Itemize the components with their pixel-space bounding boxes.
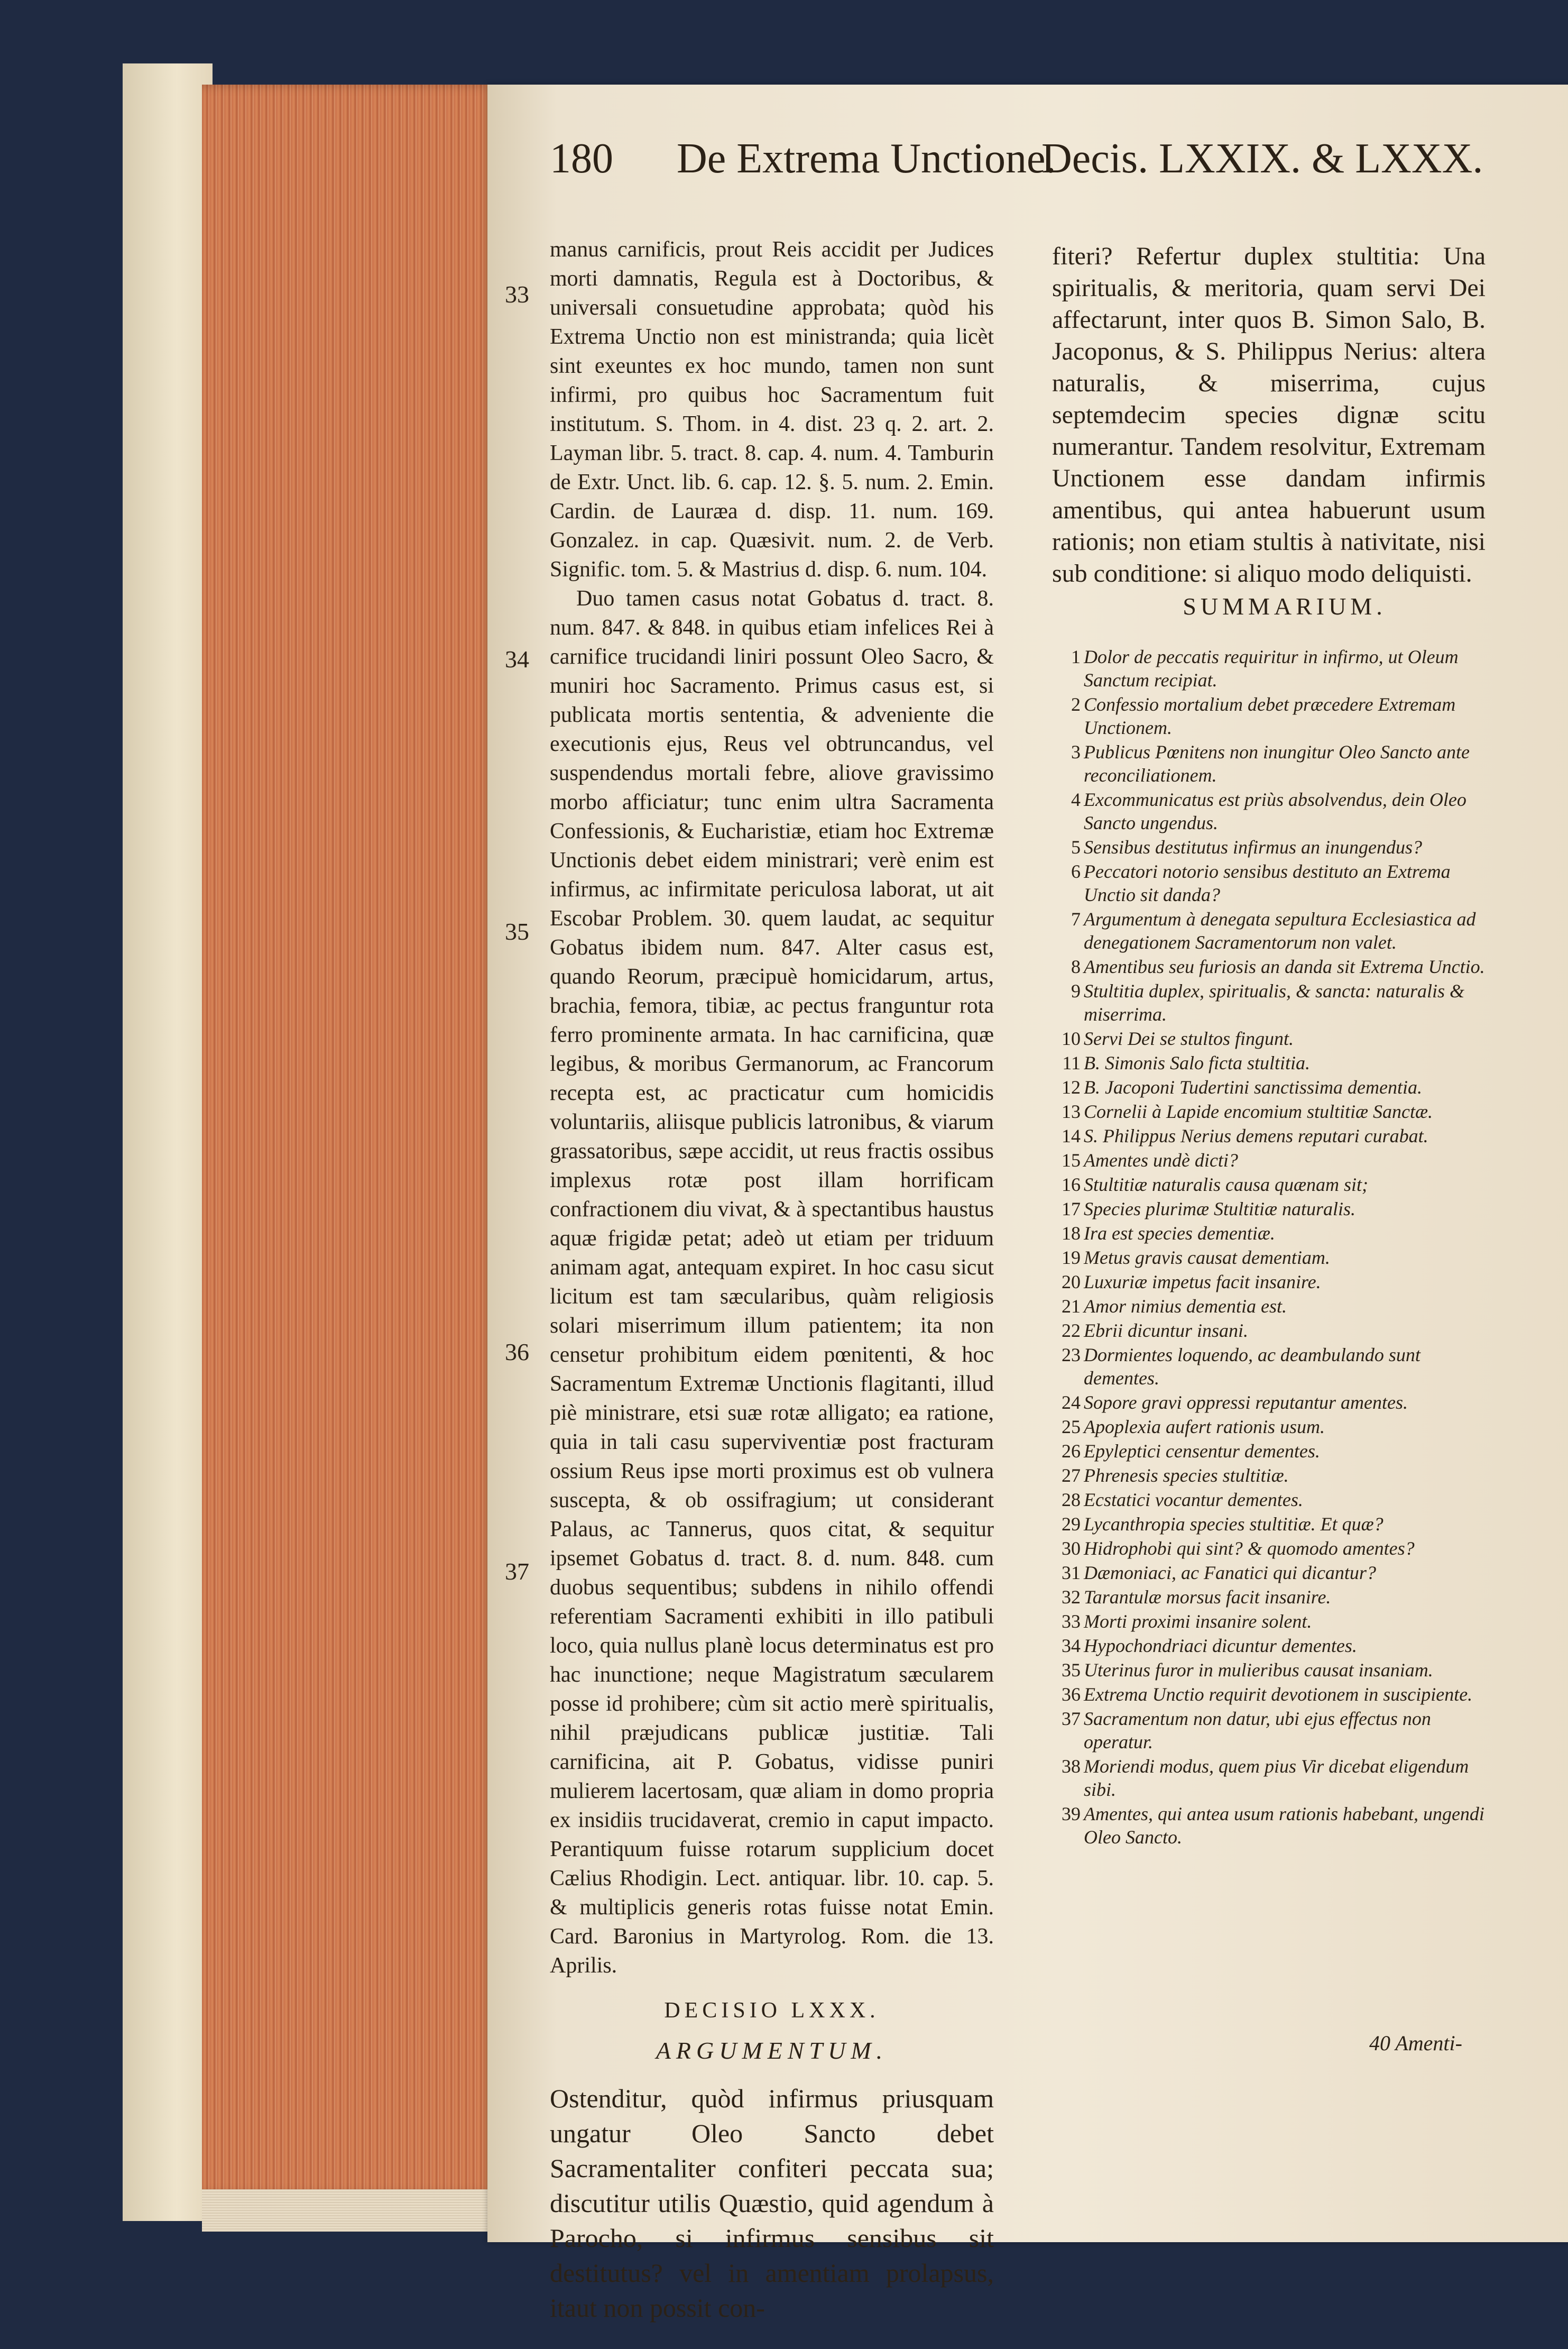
summary-item <box>1057 1802 1491 1849</box>
summary-item-number: 16 <box>1062 1174 1081 1195</box>
argumentum-heading: ARGUMENTUM. <box>656 2037 888 2064</box>
catchword: 40 Amenti- <box>1369 2031 1462 2055</box>
page-title: De Extrema Unctione. <box>677 135 1056 182</box>
summary-item-text: B. Jacoponi Tudertini sanctissima dementia. <box>1084 1077 1422 1098</box>
summary-item-number: 23 <box>1062 1344 1081 1365</box>
summary-item-text: Amentes undè dicti? <box>1084 1150 1238 1171</box>
summary-item <box>1057 1124 1491 1148</box>
summary-item-number: 12 <box>1062 1077 1081 1098</box>
summary-item-text: Stultitia duplex, spiritualis, & sancta: naturalis & miserrima. <box>1084 980 1465 1025</box>
summary-item <box>1057 836 1491 859</box>
summary-item <box>1057 788 1491 834</box>
summary-item-text: Metus gravis causat dementiam. <box>1084 1247 1330 1268</box>
summary-item-number: 1 <box>1071 646 1081 667</box>
summary-item <box>1057 1464 1491 1487</box>
summary-item-number: 29 <box>1062 1513 1081 1535</box>
summary-item-number: 39 <box>1062 1803 1081 1824</box>
summary-item-text: B. Simonis Salo ficta stultitia. <box>1084 1052 1311 1073</box>
summary-item-text: Ebrii dicuntur insani. <box>1084 1320 1249 1341</box>
running-head <box>550 135 1483 198</box>
summary-item-number: 37 <box>1062 1708 1081 1729</box>
summary-item-number: 4 <box>1071 789 1081 810</box>
summary-item-number: 38 <box>1062 1756 1081 1777</box>
summary-item-number: 34 <box>1062 1635 1081 1656</box>
summary-item <box>1057 860 1491 906</box>
summarium-heading: SUMMARIUM. <box>1183 593 1387 620</box>
summary-item-number: 35 <box>1062 1659 1081 1681</box>
summary-item-number: 27 <box>1062 1465 1081 1486</box>
summary-item <box>1057 1246 1491 1269</box>
summary-item-number: 7 <box>1071 909 1081 930</box>
left-column <box>550 235 994 2325</box>
summary-item-number: 6 <box>1071 861 1081 882</box>
summary-item-number: 10 <box>1062 1028 1081 1049</box>
summary-item-number: 22 <box>1062 1320 1081 1341</box>
summary-item-number: 33 <box>1062 1611 1081 1632</box>
summary-item-text: Argumentum à denegata sepultura Ecclesiastica ad denegationem Sacramentorum non valet. <box>1084 909 1476 953</box>
summary-item-text: Sopore gravi oppressi reputantur amentes. <box>1084 1392 1408 1413</box>
summary-item-text: Amor nimius dementia est. <box>1084 1296 1287 1317</box>
summarium-list <box>1057 645 1491 1850</box>
summary-item <box>1057 907 1491 954</box>
summary-item-number: 11 <box>1062 1052 1081 1073</box>
summary-item-number: 30 <box>1062 1538 1081 1559</box>
summary-item <box>1057 1319 1491 1342</box>
summary-item <box>1057 1222 1491 1245</box>
summary-item-text: Stultitiæ naturalis causa quænam sit; <box>1084 1174 1369 1195</box>
summary-item <box>1057 1100 1491 1123</box>
page-stack-bottom <box>202 2189 498 2232</box>
summary-item-number: 15 <box>1062 1150 1081 1171</box>
summary-item <box>1057 1537 1491 1560</box>
page-number: 180 <box>550 135 613 182</box>
summary-item-number: 13 <box>1062 1101 1081 1122</box>
margin-number: 36 <box>505 1338 529 1365</box>
summary-item <box>1057 1197 1491 1221</box>
summary-item-number: 17 <box>1062 1198 1081 1219</box>
margin-number: 33 <box>505 281 529 308</box>
summary-item-text: Ira est species dementiæ. <box>1084 1223 1275 1244</box>
summary-item <box>1057 1391 1491 1414</box>
summary-item-text: Dolor de peccatis requiritur in infirmo, ut Oleum Sanctum recipiat. <box>1084 646 1459 691</box>
summary-item-number: 32 <box>1062 1586 1081 1608</box>
summary-item <box>1057 1707 1491 1754</box>
summary-item-number: 5 <box>1071 837 1081 858</box>
summary-item-text: Apoplexia aufert rationis usum. <box>1084 1416 1325 1437</box>
summary-item-number: 25 <box>1062 1416 1081 1437</box>
summary-item <box>1057 740 1491 787</box>
summary-item-text: Peccatori notorio sensibus destituto an Extrema Unctio sit danda? <box>1084 861 1451 905</box>
summary-item-number: 24 <box>1062 1392 1081 1413</box>
decisio-heading: Decis. LXXIX. & LXXX. <box>1041 135 1483 182</box>
summary-item <box>1057 1343 1491 1390</box>
summary-item-text: Luxuriæ impetus facit insanire. <box>1084 1271 1321 1292</box>
summary-item <box>1057 1295 1491 1318</box>
paragraph: manus carnificis, prout Reis accidit per Judices morti damnatis, Regula est à Doctoribus, & universali consuetudine approbata; quòd his Extrema Unctio non est ministranda; quia licèt sint exeuntes ex hoc mundo, tamen non sunt infirmi, pro quibus hoc Sacramentum fuit institutum. S. Thom. in 4. dist. 23 q. 2. art. 2. Layman libr. 5. tract. 8. cap. 4. num. 4. Tamburin de Extr. Unct. lib. 6. cap. 12. §. 5. num. 2. Emin. Cardin. de Lauræa d. disp. 11. num. 169. Gonzalez. in cap. Quæsivit. num. 2. de Verb. Signific. tom. 5. & Mastrius d. disp. 6. num. 104. <box>550 237 994 582</box>
summary-item-number: 21 <box>1062 1296 1081 1317</box>
summary-item <box>1057 1488 1491 1511</box>
summary-item <box>1057 645 1491 692</box>
book-cover-edge <box>123 63 213 2221</box>
argumentum-text: Ostenditur, quòd infirmus priusquam ungatur Oleo Sancto debet Sacramentaliter confiteri peccata sua; discutitur utilis Quæstio, quid agendum à Parocho, si infirmus sensibus sit destitutus? vel in amentiam prolapsus, itaut non possit con- <box>550 2084 994 2323</box>
summary-item-text: Sacramentum non datur, ubi ejus effectus non operatur. <box>1084 1708 1431 1752</box>
summary-item-text: Ecstatici vocantur dementes. <box>1084 1489 1303 1510</box>
argument-continuation: fiteri? Refertur duplex stultitia: Una spiritualis, & meritoria, quam servi Dei affectarunt, inter quos B. Simon Salo, B. Jacoponus, & S. Philippus Nerius: altera naturalis, & miserrima, cujus septemdecim species dignæ scitu numerantur. Tandem resolvitur, Extremam Unctionem esse dandam infirmis amentibus, qui antea habuerunt usum rationis; non etiam stultis à nativitate, nisi sub conditione: si aliquo modo deliquisti. <box>1052 242 1486 588</box>
summary-item-number: 14 <box>1062 1125 1081 1146</box>
summary-item <box>1057 1270 1491 1293</box>
summary-item-text: Epyleptici censentur dementes. <box>1084 1440 1320 1462</box>
summary-item <box>1057 1027 1491 1050</box>
summary-item-text: Amentibus seu furiosis an danda sit Extrema Unctio. <box>1084 956 1485 977</box>
margin-number: 34 <box>505 646 529 673</box>
summary-item-number: 18 <box>1062 1223 1081 1244</box>
summary-item <box>1057 1585 1491 1609</box>
summary-item <box>1057 1683 1491 1706</box>
summary-item-text: Lycanthropia species stultitiæ. Et quæ? <box>1084 1513 1383 1535</box>
summary-item <box>1057 1512 1491 1536</box>
summary-item-text: Tarantulæ morsus facit insanire. <box>1084 1586 1331 1608</box>
summary-item <box>1057 1149 1491 1172</box>
summary-item <box>1057 1439 1491 1463</box>
summary-item-text: Uterinus furor in mulieribus causat insaniam. <box>1084 1659 1433 1681</box>
summary-item-text: S. Philippus Nerius demens reputari curabat. <box>1084 1125 1428 1146</box>
margin-number: 37 <box>505 1558 529 1585</box>
summary-item-number: 8 <box>1071 956 1081 977</box>
summary-item-number: 3 <box>1071 741 1081 763</box>
summary-item-text: Excommunicatus est priùs absolvendus, dein Oleo Sancto ungendus. <box>1084 789 1466 833</box>
summary-item-text: Publicus Pœnitens non inungitur Oleo Sancto ante reconciliationem. <box>1084 741 1470 786</box>
summary-item-number: 19 <box>1062 1247 1081 1268</box>
summary-item <box>1057 1634 1491 1657</box>
summary-item <box>1057 1173 1491 1196</box>
summary-item-text: Servi Dei se stultos fingunt. <box>1084 1028 1294 1049</box>
page-fore-edge <box>202 85 498 2195</box>
summary-item-number: 9 <box>1071 980 1081 1002</box>
summary-item-text: Hidrophobi qui sint? & quomodo amentes? <box>1084 1538 1415 1559</box>
summary-item-number: 2 <box>1071 694 1081 715</box>
summary-item <box>1057 1415 1491 1438</box>
summary-item <box>1057 1658 1491 1682</box>
summary-item-number: 20 <box>1062 1271 1081 1292</box>
summary-item-text: Species plurimæ Stultitiæ naturalis. <box>1084 1198 1356 1219</box>
summary-item <box>1057 1755 1491 1801</box>
summary-item-text: Sensibus destitutus infirmus an inungendus? <box>1084 837 1423 858</box>
right-column <box>1052 241 1486 590</box>
summary-item-text: Extrema Unctio requirit devotionem in suscipiente. <box>1084 1684 1473 1705</box>
summary-item-number: 36 <box>1062 1684 1081 1705</box>
summary-item-text: Confessio mortalium debet præcedere Extremam Unctionem. <box>1084 694 1456 738</box>
summary-item <box>1057 693 1491 739</box>
summary-item <box>1057 979 1491 1026</box>
decisio-lxxx-heading: DECISIO LXXX. <box>664 1998 880 2023</box>
summary-item-text: Phrenesis species stultitiæ. <box>1084 1465 1289 1486</box>
paragraph: Duo tamen casus notat Gobatus d. tract. 8. num. 847. & 848. in quibus etiam infelices Rei à carnifice trucidandi liniri possunt Oleo Sacro, & muniri hoc Sacramento. Primus casus est, si publicata mortis sententia, & adveniente die executionis ejus, Reus vel obtruncandus, vel suspendendus mortali febre, aliove gravissimo morbo afficiatur; tunc enim ultra Sacramenta Confessionis, & Eucharistiæ, etiam hoc Extremæ Unctionis debet eidem ministrari; verè enim est infirmus, ac infirmitate periculosa laborat, ut ait Escobar Problem. 30. quem laudat, ac sequitur Gobatus ibidem num. 847. Alter casus est, quando Reorum, præcipuè homicidarum, artus, brachia, femora, tibiæ, ac pectus franguntur rota ferro prominente armata. In hac carnificina, quæ legibus, & moribus Germanorum, ac Francorum recepta est, ac practicatur cum homicidis voluntariis, aliisque publicis latronibus, & viarum grassatoribus, sæpe accidit, ut reus fractis ossibus implexus rotæ post illam horrificam confractionem diu vivat, & à spectantibus haustus aquæ frigidæ petat; adeò ut etiam per triduum animam agat, antequam expiret. In hoc casu sicut licitum est tam sæcularibus, quàm religiosis solari miserrimum illum patientem; ita non censetur prohibitum eidem pœnitenti, & hoc Sacramentum Extremæ Unctionis flagitanti, illud piè ministrare, etsi suæ rotæ alligato; ea ratione, quia in tali casu superviventiæ post fracturam ossium Reus ipse morti proximus est ob vulnera suscepta, & ob ossifragium; ut considerant Palaus, ac Tannerus, quos citat, & sequitur ipsemet Gobatus d. tract. 8. d. num. 848. cum duobus sequentibus; subdens in nihilo offendi referentiam Sacramenti exhibiti in illo patibuli loco, quia nullus planè locus determinatus est pro hac inunctione; neque Magistratum sæcularem posse id prohibere; cùm sit actio merè spiritualis, nihil præjudicans publicæ justitiæ. Tali carnificina, ait P. Gobatus, vidisse puniri mulierem lacertosam, quæ aliam in domo propria ex insidiis trucidaverat, cremio in caput impacto. Perantiquum fuisse rotarum supplicium docet Cælius Rhodigin. Lect. antiquar. libr. 10. cap. 5. & multiplicis generis rotas fuisse notat Emin. Card. Baronius in Martyrolog. Rom. die 13. Aprilis. <box>550 586 994 1978</box>
margin-number: 35 <box>505 918 529 945</box>
summary-item-text: Morti proximi insanire solent. <box>1084 1611 1312 1632</box>
summary-item <box>1057 1051 1491 1075</box>
summary-item <box>1057 955 1491 978</box>
summary-item-text: Dormientes loquendo, ac deambulando sunt dementes. <box>1084 1344 1421 1389</box>
summary-item-number: 28 <box>1062 1489 1081 1510</box>
summary-item <box>1057 1610 1491 1633</box>
summary-item-text: Amentes, qui antea usum rationis habebant, ungendi Oleo Sancto. <box>1084 1803 1484 1848</box>
summary-item-text: Hypochondriaci dicuntur dementes. <box>1084 1635 1357 1656</box>
summary-item-text: Moriendi modus, quem pius Vir dicebat eligendum sibi. <box>1084 1756 1469 1800</box>
summary-item-number: 26 <box>1062 1440 1081 1462</box>
summary-item-text: Cornelii à Lapide encomium stultitiæ Sanctæ. <box>1084 1101 1433 1122</box>
summary-item-number: 31 <box>1062 1562 1081 1583</box>
summary-item <box>1057 1076 1491 1099</box>
summary-item <box>1057 1561 1491 1584</box>
summary-item-text: Dæmoniaci, ac Fanatici qui dicantur? <box>1084 1562 1376 1583</box>
